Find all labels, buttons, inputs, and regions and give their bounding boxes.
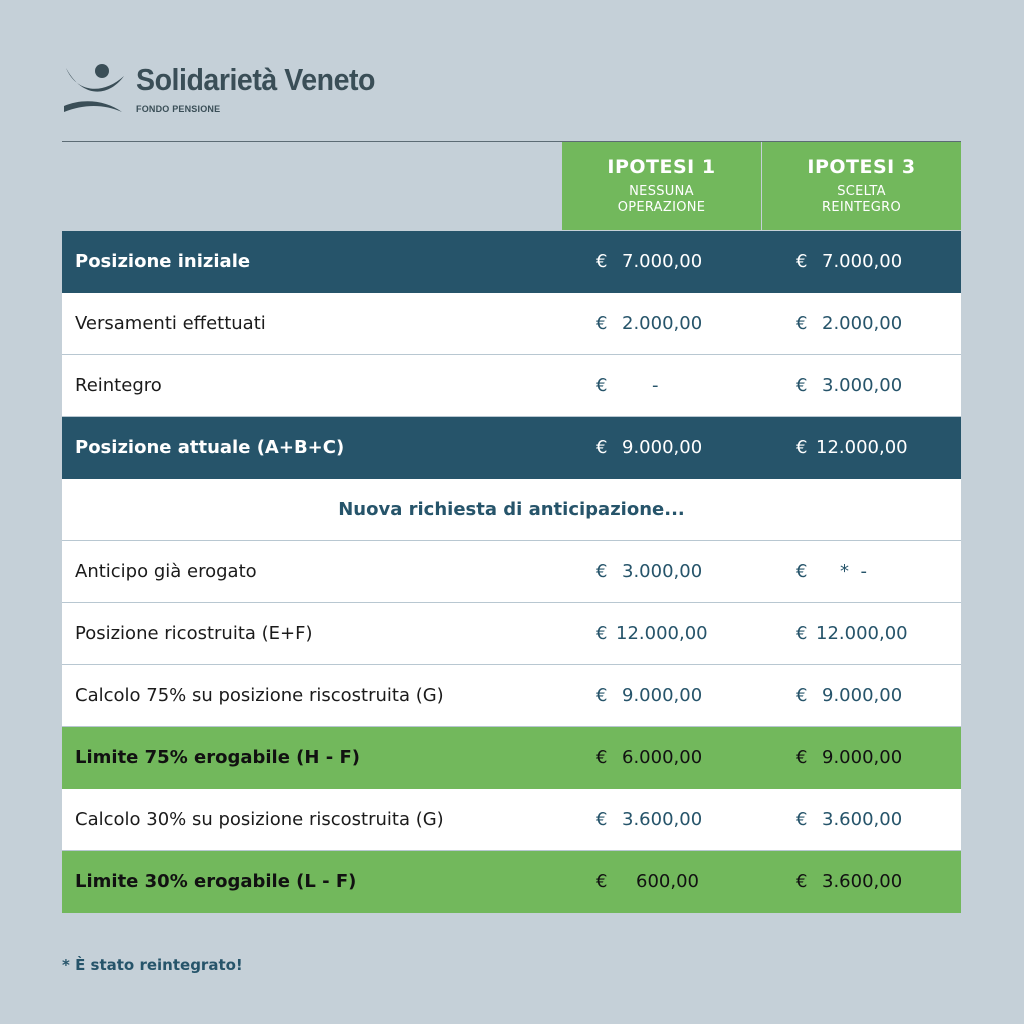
value-cell: [762, 541, 961, 602]
row-label: Reintegro: [75, 375, 162, 396]
section-title: Nuova richiesta di anticipazione...: [338, 499, 685, 520]
amount: 9.000,00: [822, 685, 903, 706]
value-cell: [762, 417, 961, 478]
currency-symbol: €: [596, 623, 608, 644]
currency-symbol: €: [796, 251, 808, 272]
amount: 2.000,00: [822, 313, 903, 334]
amount: 7.000,00: [622, 251, 703, 272]
column-title: IPOTESI 3: [807, 156, 916, 178]
currency-symbol: €: [596, 871, 608, 892]
column-title: IPOTESI 1: [607, 156, 716, 178]
amount: 3.600,00: [822, 871, 903, 892]
currency-symbol: €: [796, 437, 808, 458]
value-cell: [762, 789, 961, 850]
value-cell: [762, 355, 961, 416]
value-cell: [562, 231, 761, 292]
row-label: Limite 75% erogabile (H - F): [75, 747, 360, 768]
currency-symbol: €: [796, 871, 808, 892]
value-cell: [762, 665, 961, 726]
value-cell: [562, 355, 761, 416]
value-cell: [762, 231, 961, 292]
table-row: [62, 541, 961, 603]
amount: 6.000,00: [622, 747, 703, 768]
currency-symbol: €: [596, 561, 608, 582]
currency-symbol: €: [596, 747, 608, 768]
amount: 2.000,00: [622, 313, 703, 334]
brand-logo: [62, 60, 402, 120]
table-row: [62, 665, 961, 727]
column-header-ipotesi-3: [762, 142, 961, 230]
row-label: Calcolo 30% su posizione riscostruita (G): [75, 809, 444, 830]
table-row: [62, 355, 961, 417]
amount: 9.000,00: [622, 685, 703, 706]
amount: 600,00: [636, 871, 699, 892]
column-subtitle: [562, 184, 761, 216]
value-cell: [562, 789, 761, 850]
footnote: * È stato reintegrato!: [62, 956, 243, 974]
row-label: Posizione attuale (A+B+C): [75, 437, 345, 458]
amount: 12.000,00: [816, 437, 908, 458]
table-row: [62, 851, 961, 913]
amount: 9.000,00: [622, 437, 703, 458]
amount: 7.000,00: [822, 251, 903, 272]
currency-symbol: €: [796, 685, 808, 706]
column-subtitle-line: REINTEGRO: [822, 200, 901, 215]
table-row: [62, 293, 961, 355]
currency-symbol: €: [796, 623, 808, 644]
column-subtitle-line: OPERAZIONE: [617, 200, 706, 215]
amount: -: [652, 375, 659, 396]
row-label: Posizione iniziale: [75, 251, 251, 272]
currency-symbol: €: [796, 809, 808, 830]
value-cell: [762, 727, 961, 788]
currency-symbol: €: [596, 375, 608, 396]
row-label: Posizione ricostruita (E+F): [75, 623, 313, 644]
currency-symbol: €: [796, 375, 808, 396]
column-subtitle-line: SCELTA: [837, 184, 886, 199]
amount: 3.000,00: [822, 375, 903, 396]
amount: * -: [840, 561, 867, 582]
value-cell: [562, 665, 761, 726]
table-row: [62, 231, 961, 293]
amount: 9.000,00: [822, 747, 903, 768]
row-label: Versamenti effettuati: [75, 313, 266, 334]
value-cell: [562, 603, 761, 664]
value-cell: [762, 603, 961, 664]
person-arc-icon: [62, 62, 128, 118]
row-label: Anticipo già erogato: [75, 561, 257, 582]
section-row: [62, 479, 961, 541]
currency-symbol: €: [596, 251, 608, 272]
column-subtitle: [762, 184, 961, 216]
row-label: Calcolo 75% su posizione riscostruita (G): [75, 685, 444, 706]
value-cell: [562, 851, 761, 912]
table-row: [62, 789, 961, 851]
value-cell: [562, 293, 761, 354]
value-cell: [762, 293, 961, 354]
brand-name: Solidarietà Veneto: [136, 62, 375, 97]
brand-subtitle: FONDO PENSIONE: [136, 104, 221, 114]
column-subtitle-line: NESSUNA: [629, 184, 694, 199]
amount: 12.000,00: [816, 623, 908, 644]
currency-symbol: €: [796, 747, 808, 768]
currency-symbol: €: [596, 437, 608, 458]
amount: 3.600,00: [622, 809, 703, 830]
currency-symbol: €: [796, 561, 808, 582]
table-row: [62, 417, 961, 479]
value-cell: [562, 727, 761, 788]
comparison-table: [62, 231, 961, 913]
table-row: [62, 727, 961, 789]
table-row: [62, 603, 961, 665]
amount: 3.000,00: [622, 561, 703, 582]
currency-symbol: €: [796, 313, 808, 334]
amount: 3.600,00: [822, 809, 903, 830]
value-cell: [562, 417, 761, 478]
currency-symbol: €: [596, 809, 608, 830]
value-cell: [762, 851, 961, 912]
currency-symbol: €: [596, 685, 608, 706]
currency-symbol: €: [596, 313, 608, 334]
amount: 12.000,00: [616, 623, 708, 644]
value-cell: [562, 541, 761, 602]
row-label: Limite 30% erogabile (L - F): [75, 871, 357, 892]
column-header-ipotesi-1: [562, 142, 761, 230]
